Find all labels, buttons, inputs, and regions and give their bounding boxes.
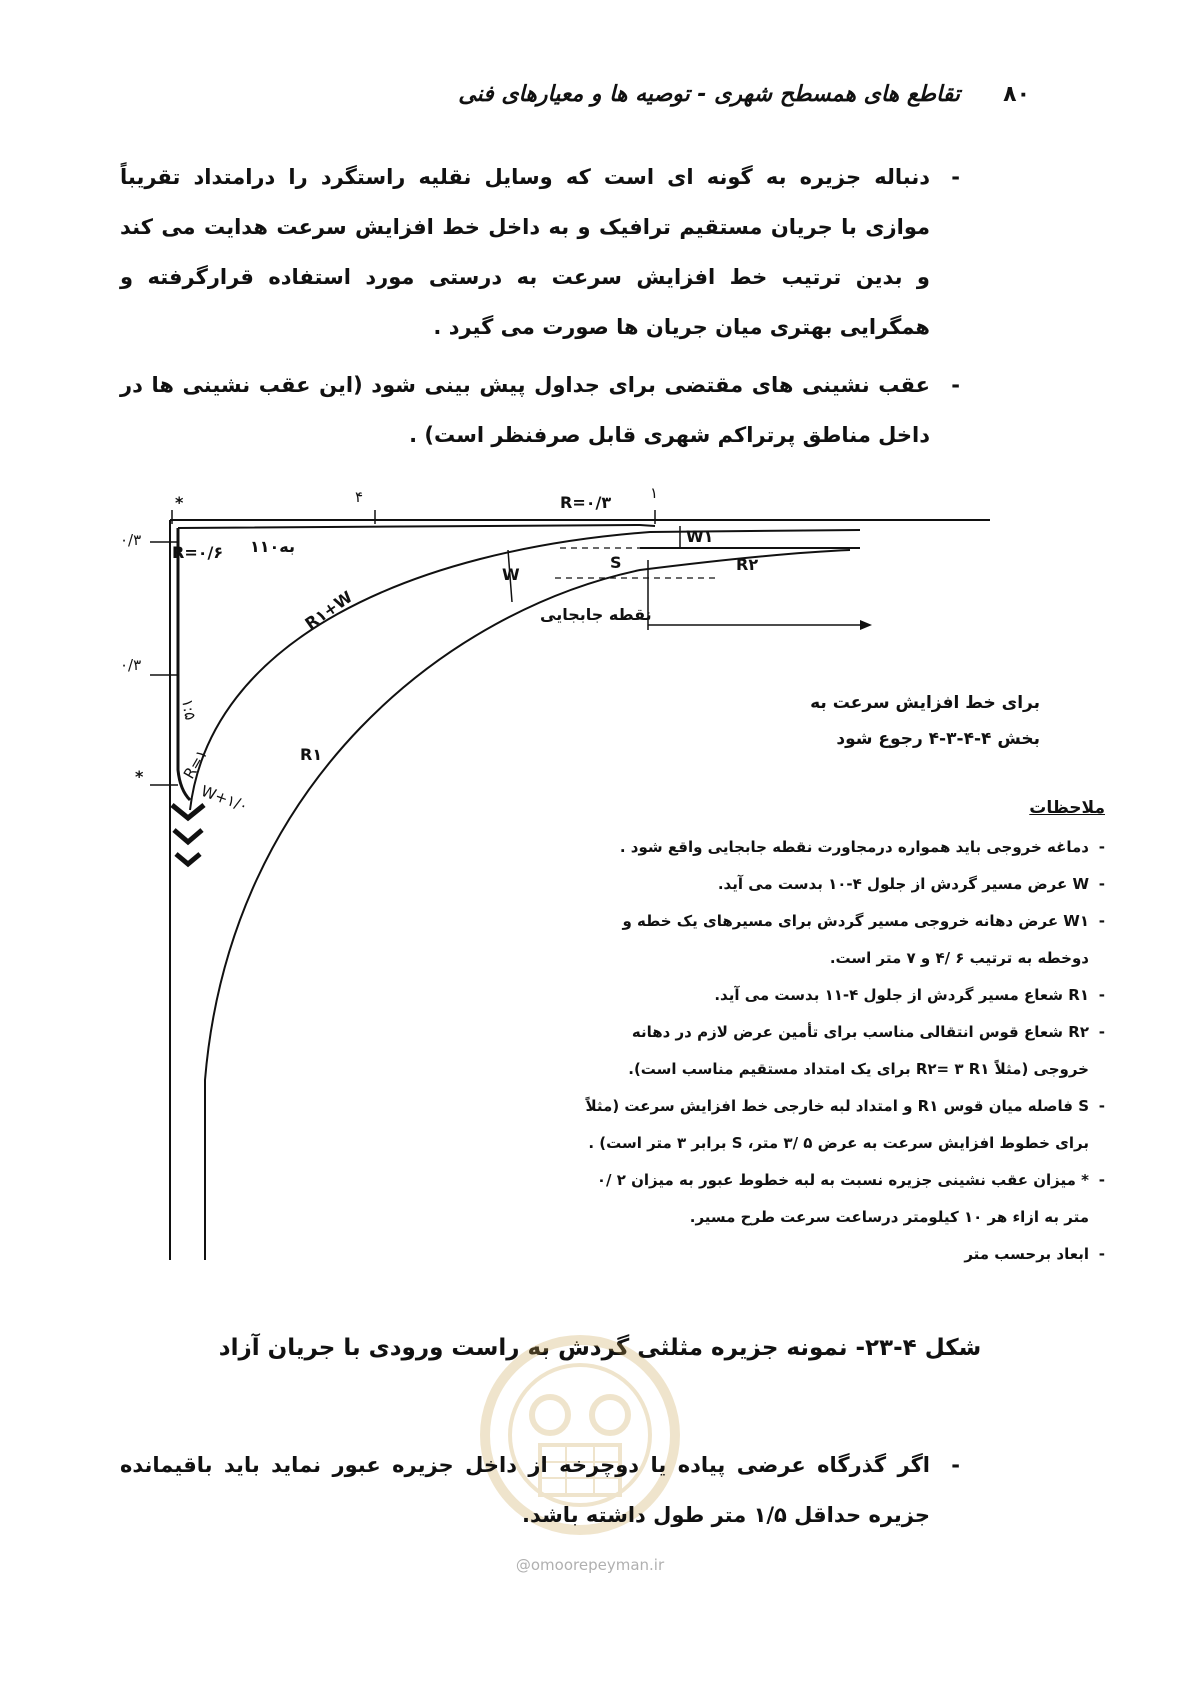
label-r1: R۱: [300, 745, 323, 764]
figure-right-turn-island: [120, 484, 1105, 1280]
speed-note-line: بخش ۴-۴-۳-۴ رجوع شود: [836, 729, 1040, 749]
bullet-dash: -: [951, 1453, 960, 1477]
label-r-small: R=۱: [179, 746, 211, 782]
curve-r1w: [190, 530, 860, 810]
label-asterisk-top: *: [175, 493, 184, 512]
label-ratio-left: ۱:۵: [178, 697, 200, 722]
note-item: - R۱ شعاع مسیر گردش از جلول ۴-۱۱ بدست می آید.: [714, 986, 1105, 1004]
label-r-top: R=۰/۳: [560, 493, 612, 512]
chevron-2: [174, 830, 202, 842]
island-top-edge: [178, 525, 655, 528]
label-w1: W۱: [686, 527, 714, 546]
label-dim-top2: ۱: [650, 484, 659, 502]
chevron-1: [172, 805, 204, 818]
bullet-text: دنباله جزیره به گونه ای است که وسایل نقلیه راستگرد را درامتداد تقریباً موازی با جریان مستقیم ترافیک و به داخل خط افزایش سرعت هدایت می کند و بدین ترتیب خط افزایش سرعت به درستی مورد استفاده قرارگرفته و همگرایی بهتری میان جریان ها صورت می گیرد .: [120, 165, 930, 339]
speed-note-line: برای خط افزایش سرعت به: [810, 693, 1040, 713]
label-dim-top1: ۴: [355, 488, 364, 506]
running-title: تقاطع های همسطح شهری - توصیه ها و معیارهای فنی: [458, 82, 960, 107]
label-w1-bottom: W+۱/۰: [198, 781, 251, 816]
note-item: - W عرض مسیر گردش از جلول ۴-۱۰ بدست می آید.: [717, 875, 1105, 893]
bullet-dash: -: [951, 165, 960, 189]
bullet-paragraph-3: [120, 1440, 960, 1546]
label-r1w: R۱+W: [301, 587, 356, 634]
watermark-url: @omoorepeyman.ir: [515, 1556, 665, 1574]
bullet-text: عقب نشینی های مقتضی برای جداول پیش بینی شود (این عقب نشینی ها در داخل مناطق پرتراکم شهری قابل صرفنظر است) .: [120, 373, 930, 447]
label-w: W: [502, 565, 520, 584]
figure-caption: شکل ۴-۲۳- نمونه جزیره مثلثی گردش به راست ورودی با جریان آزاد: [218, 1335, 982, 1361]
arrow-head: [860, 620, 872, 630]
label-r-corner: R=۰/۶: [172, 543, 224, 562]
speed-lane-note: [680, 685, 1040, 757]
label-transfer-point: نقطه جابجایی: [540, 605, 652, 624]
label-taper: ۱به۱۰: [250, 537, 296, 556]
island-curve-edge: [190, 526, 655, 800]
page-header: [460, 82, 1030, 122]
label-s: S: [610, 553, 622, 572]
bullet-dash: -: [951, 373, 960, 397]
notes-block: [575, 790, 1105, 1273]
note-item: - * میزان عقب نشینی جزیره نسبت به لبه خطوط عبور به میزان ۲ /۰ متر به ازاء هر ۱۰ کیلومتر درساعت سرعت طرح مسیر.: [596, 1171, 1105, 1226]
note-item: - ابعاد برحسب متر: [964, 1245, 1105, 1263]
bullet-paragraph-1: [120, 152, 960, 358]
note-item: - S فاصله میان قوس R۱ و امتداد لبه خارجی خط افزایش سرعت (مثلاً برای خطوط افزایش سرعت به عرض ۵ /۳ متر، S برابر ۳ متر است) .: [585, 1097, 1105, 1152]
label-asterisk-left: *: [135, 767, 144, 786]
label-offset-03: ۰/۳: [120, 531, 142, 549]
label-offset-03b: ۰/۳: [120, 656, 142, 674]
chevron-3: [176, 854, 200, 864]
bullet-text: اگر گذرگاه عرضی پیاده یا دوچرخه از داخل جزیره عبور نماید باید باقیمانده جزیره حداقل ۱/۵ متر طول داشته باشد.: [120, 1453, 930, 1527]
note-item: - W۱ عرض دهانه خروجی مسیر گردش برای مسیرهای یک خطه و دوخطه به ترتیب ۶ /۴ و ۷ متر است.: [622, 912, 1105, 967]
notes-title: ملاحظات: [1029, 798, 1105, 818]
page-number: ۸۰: [1003, 82, 1030, 107]
note-item: - دماغه خروجی باید همواره درمجاورت نقطه جابجایی واقع شود .: [619, 838, 1105, 856]
note-item: - R۲ شعاع قوس انتقالی مناسب برای تأمین عرض لازم در دهانه خروجی (مثلاً R۲= ۳ R۱ برای یک امتداد مستقیم مناسب است).: [628, 1023, 1105, 1078]
label-r2: R۲: [736, 555, 759, 574]
bullet-paragraph-2: [120, 360, 960, 466]
